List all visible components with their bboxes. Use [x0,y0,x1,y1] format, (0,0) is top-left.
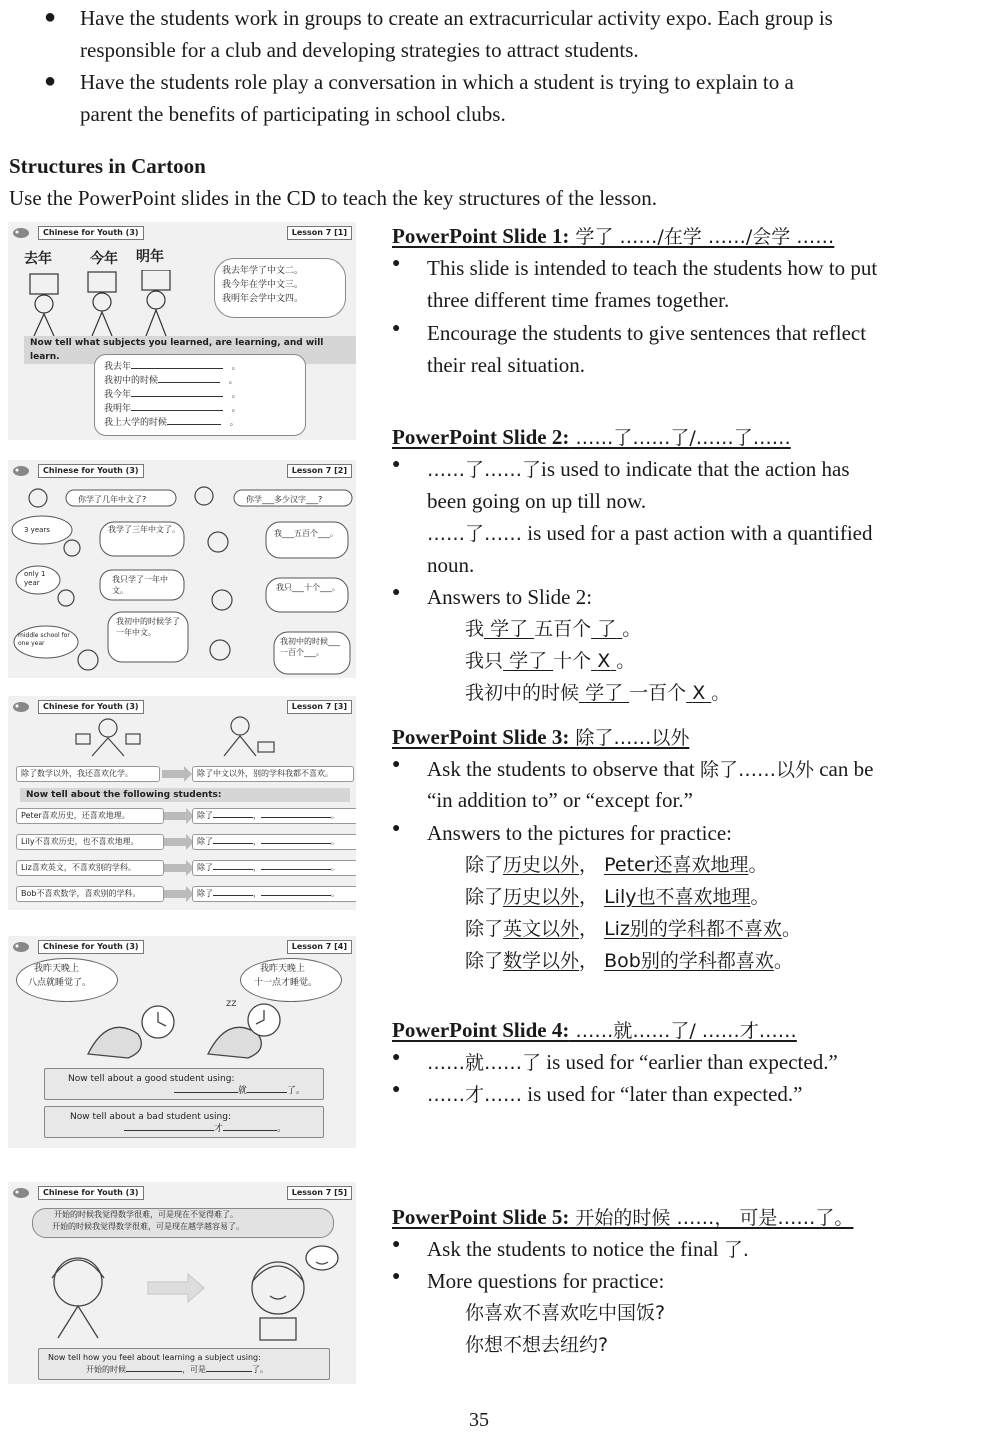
prompt-bad-student: Now tell about a bad student using: [70,1112,232,1122]
slide-2-bullet-2: Answers to Slide 2: [427,585,593,609]
slide-2-bullet-1-line-1: ……了……了is used to indicate that the action has [427,457,850,481]
svg-text:zz: zz [226,998,237,1009]
bullet-icon: ● [392,1082,401,1097]
bubble-line-1: 我去年学了中文二。 [222,266,304,276]
book-title: Chinese for Youth (3) [38,940,144,954]
slide-5-heading: PowerPoint Slide 5: 开始的时候 ……， 可是……了。 [392,1205,854,1229]
lesson-label: Lesson 7 [2] [287,464,352,478]
slide-2-answer-1: 我 学了 五百个 了 。 [465,618,642,640]
bullet-icon: ● [392,457,401,472]
fill-row-2: 除了 ， 。 [192,834,356,850]
bullet-icon: ● [392,321,401,336]
question-2: 你学___多少汉字___? [246,495,323,504]
slide-3-bullet-1-line-2: “in addition to” or “except for.” [427,788,693,812]
instruction-bar: Now tell what subjects you learned, are learning, and will learn. [24,336,356,364]
bullet-icon: ● [392,821,401,836]
slide-1-bullet-2-line-1: Encourage the students to give sentences that reflect [427,321,867,345]
slide-2-bullet-1-line-3: ……了…… is used for a past action with a quantified [427,521,873,545]
slide-3-answer-1: 除了历史以外， Peter还喜欢地理。 [465,854,768,876]
slide-2-bullet-1-line-4: noun. [427,553,475,577]
bullet-icon: ● [392,256,401,271]
slide-3-heading: PowerPoint Slide 3: 除了……以外 [392,725,690,749]
question-1: 你学了几年中文了? [78,495,147,504]
label-3-years: 3 years [24,526,50,534]
fill-line-3: 我今年 。 [104,390,241,400]
label-only-1-year: only 1 year [24,570,46,587]
student-row-2: Lily不喜欢历史，也不喜欢地理。 [16,834,164,850]
slide-3-bullet-2: Answers to the pictures for practice: [427,821,732,845]
lesson-label: Lesson 7 [4] [287,940,352,954]
dragon-logo-icon [12,700,30,714]
arrow-icon [164,864,186,872]
slide-5-bullet-1: Ask the students to notice the final 了. [427,1237,749,1261]
slide-3-bullet-1-line-1: Ask the students to observe that 除了……以外 can be [427,757,874,781]
slide-1-bullet-1-line-2: three different time frames together. [427,288,730,312]
arrow-icon [164,812,186,820]
label-middle-school: middle school for one year [18,632,70,647]
fill-row-1: 除了 ， 。 [192,808,356,824]
page-number: 35 [469,1409,489,1431]
book-title: Chinese for Youth (3) [38,700,144,714]
banner-line-2: 开始的时候我觉得数学很难，可是现在越学越容易了。 [52,1222,244,1231]
fill-3: 我初中的时候___一百个___。 [280,637,340,657]
bubble-1-line-2: 八点就睡觉了。 [28,978,92,988]
prompt-good-student: Now tell about a good student using: [68,1074,235,1084]
slide-5-question-1: 你喜欢不喜欢吃中国饭? [465,1302,666,1324]
example-1: 除了数学以外，我还喜欢化学。 [16,766,160,782]
dragon-logo-icon [12,464,30,478]
fill-line-1: 我去年 。 [104,362,241,372]
lesson-label: Lesson 7 [3] [287,700,352,714]
bullet-icon: ● [392,1050,401,1065]
banner-line-1: 开始的时候我觉得数学很难，可是现在不觉得难了。 [54,1210,238,1219]
slide-4-bullet-2: ……才…… is used for “later than expected.” [427,1082,803,1106]
slide-3-thumbnail [8,696,356,910]
bubble-2-line-2: 十一点才睡觉。 [254,978,318,988]
slide-4-thumbnail [8,936,356,1148]
prompt-fill: 开始的时候 ，可是 了。 [86,1365,268,1374]
activity-1-line-2: responsible for a club and developing strategies to attract students. [80,38,639,62]
instruction-bar: Now tell about the following students: [20,788,350,802]
slide-3-answer-4: 除了数学以外， Bob别的学科都喜欢。 [465,950,793,972]
section-intro: Use the PowerPoint slides in the CD to teach the key structures of the lesson. [9,186,657,210]
bullet-icon: ● [44,70,57,92]
bullet-icon: ● [392,1237,401,1252]
book-title: Chinese for Youth (3) [38,226,144,240]
slide-2-bullet-1-line-2: been going on up till now. [427,489,647,513]
slide-1-thumbnail [8,222,356,440]
bullet-icon: ● [392,585,401,600]
lesson-label: Lesson 7 [1] [287,226,352,240]
slide-2-thumbnail [8,460,356,678]
dragon-logo-icon [12,1186,30,1200]
fill-2: 我只___十个___。 [276,583,340,592]
fill-row-3: 除了 ， 。 [192,860,356,876]
bubble-line-3: 我明年会学中文四。 [222,294,304,304]
fill-row-4: 除了 ， 。 [192,886,356,902]
slide-4-bullet-1: ……就……了 is used for “earlier than expected.” [427,1050,838,1074]
dragon-logo-icon [12,940,30,954]
prompt-bad-fill: 才 。 [124,1122,286,1136]
dragon-logo-icon [12,226,30,240]
arrow-icon [162,770,184,778]
prompt-instruction: Now tell how you feel about learning a subject using: [48,1353,261,1362]
answer-2: 我只学了一年中文。 [112,575,168,595]
student-row-1: Peter喜欢历史，还喜欢地理。 [16,808,164,824]
example-2: 除了中文以外，别的学科我都不喜欢。 [192,766,354,782]
slide-4-heading: PowerPoint Slide 4: ……就……了/ ……才…… [392,1018,797,1042]
bullet-icon: ● [392,757,401,772]
word-next-year: 明年 [136,249,164,265]
fill-1: 我___五百个___。 [274,529,338,538]
slide-1-bullet-1-line-1: This slide is intended to teach the students how to put [427,256,878,280]
word-last-year: 去年 [24,251,52,267]
bullet-icon: ● [44,6,57,28]
bubble-2-line-1: 我昨天晚上 [260,964,306,974]
slide-2-answer-2: 我只 学了 十个 X 。 [465,650,636,672]
slide-5-question-2: 你想不想去纽约? [465,1334,609,1356]
slide-3-answer-2: 除了历史以外， Lily也不喜欢地理。 [465,886,770,908]
slide-5-bullet-2: More questions for practice: [427,1269,665,1293]
slide-2-heading: PowerPoint Slide 2: ……了……了/……了…… [392,425,791,449]
student-row-3: Liz喜欢英文，不喜欢别的学科。 [16,860,164,876]
slide-5-thumbnail [8,1182,356,1384]
answer-3: 我初中的时候学了一年中文。 [116,617,180,637]
answer-1: 我学了三年中文了。 [108,525,180,534]
arrow-icon [164,890,186,898]
fill-line-5: 我上大学的时候 。 [104,418,239,428]
students-feelings-icon [38,1242,348,1342]
lesson-label: Lesson 7 [5] [287,1186,352,1200]
slide-2-answer-3: 我初中的时候 学了 一百个 X 。 [465,682,731,704]
fill-line-2: 我初中的时候 。 [104,376,238,386]
student-row-4: Bob不喜欢数学，喜欢别的学科。 [16,886,164,902]
bubble-line-2: 我今年在学中文三。 [222,280,304,290]
prompt-good-fill: 就 了。 [174,1084,305,1098]
section-title: Structures in Cartoon [9,154,206,178]
activity-2-line-1: Have the students role play a conversation in which a student is trying to explain to a [80,70,794,94]
fill-line-4: 我明年 。 [104,404,241,414]
bubble-1-line-1: 我昨天晚上 [34,964,80,974]
bullet-icon: ● [392,1269,401,1284]
activity-2-line-2: parent the benefits of participating in school clubs. [80,102,506,126]
book-title: Chinese for Youth (3) [38,1186,144,1200]
slide-1-bullet-2-line-2: their real situation. [427,353,586,377]
slide-3-answer-3: 除了英文以外， Liz别的学科都不喜欢。 [465,918,801,940]
arrow-icon [164,838,186,846]
students-cartoon-icon [68,716,288,760]
sleeping-students-icon [68,994,298,1060]
book-title: Chinese for Youth (3) [38,464,144,478]
word-this-year: 今年 [90,251,118,267]
students-cartoon-icon [22,270,182,338]
activity-1-line-1: Have the students work in groups to create an extracurricular activity expo. Each group is [80,6,833,30]
slide-1-heading: PowerPoint Slide 1: 学了 ……/在学 ……/会学 …… [392,224,835,248]
